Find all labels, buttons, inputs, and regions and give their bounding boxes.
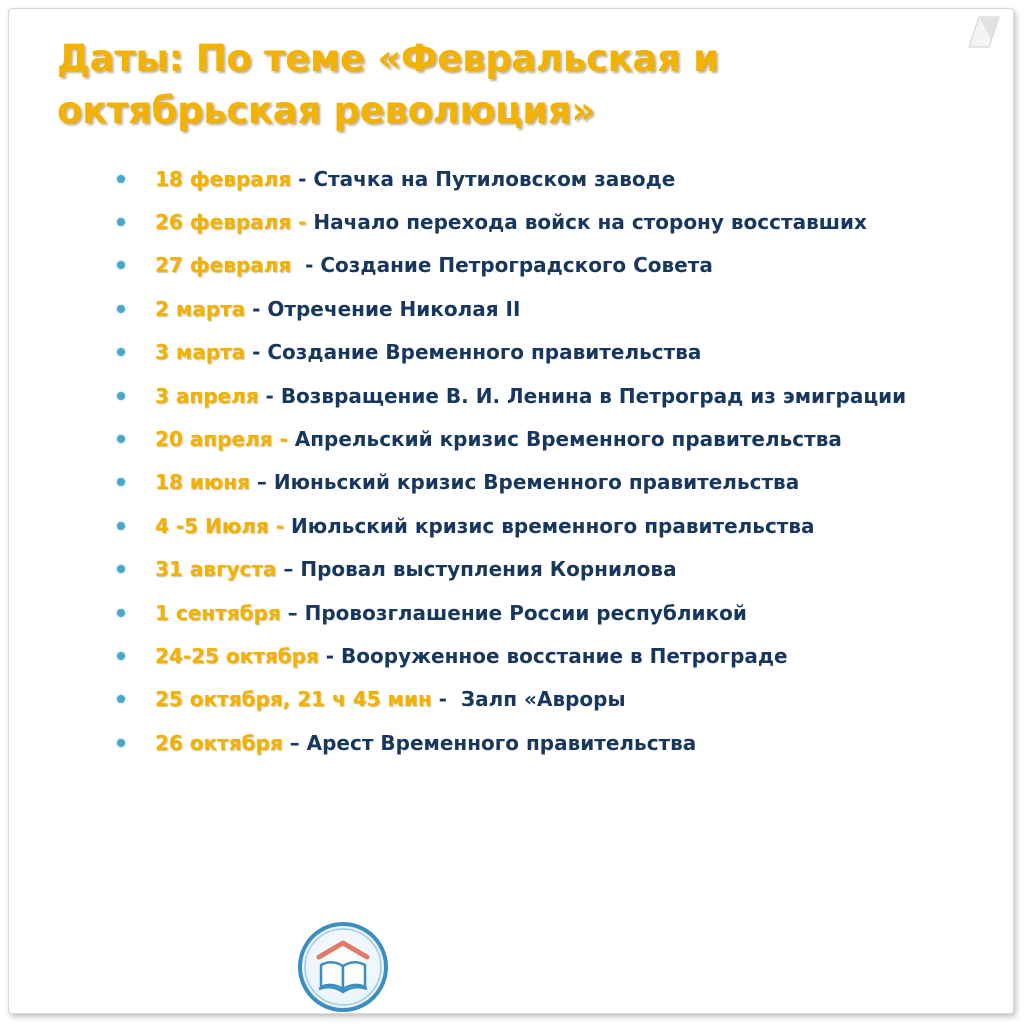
- item-date: 24-25 октября: [155, 643, 319, 668]
- item-description: Провозглашение России республикой: [304, 600, 747, 625]
- bullet-dot-icon: [117, 695, 125, 703]
- item-separator: -: [258, 383, 281, 408]
- list-item: [117, 548, 997, 591]
- item-separator: [306, 210, 313, 234]
- item-date: 18 февраля: [155, 166, 292, 191]
- item-separator: –: [282, 730, 307, 755]
- list-item: [117, 244, 997, 287]
- bullet-dot-icon: [117, 261, 125, 269]
- item-description: Создание Петроградского Совета: [320, 253, 713, 278]
- item-separator: -: [291, 253, 321, 278]
- item-separator: –: [276, 557, 301, 582]
- item-date: 26 февраля -: [155, 210, 307, 235]
- slide-frame: [8, 8, 1014, 1014]
- item-date: 4 -5 Июля -: [155, 513, 284, 538]
- item-date: 27 февраля: [155, 253, 292, 278]
- slide-title: Даты: По теме «Февральская и октябрьская революция»: [57, 37, 719, 132]
- item-description: Вооруженное восстание в Петрограде: [341, 643, 788, 668]
- item-separator: [284, 514, 291, 538]
- item-separator: -: [291, 166, 314, 191]
- item-description: Июньский кризис Временного правительства: [273, 470, 800, 495]
- list-item: [117, 591, 997, 634]
- list-item: [117, 374, 997, 417]
- bullet-dot-icon: [117, 175, 125, 183]
- item-separator: -: [431, 687, 461, 712]
- bullet-dot-icon: [117, 652, 125, 660]
- list-item: [117, 634, 997, 677]
- list-item: [117, 287, 997, 330]
- bullet-dot-icon: [117, 478, 125, 486]
- item-description: Залп «Авроры: [460, 687, 626, 712]
- dates-list: [117, 157, 997, 764]
- list-item: [117, 678, 997, 721]
- item-date: 20 апреля -: [155, 427, 288, 452]
- bullet-dot-icon: [117, 218, 125, 226]
- book-house-logo-icon: [297, 921, 389, 1013]
- list-item: [117, 721, 997, 764]
- item-date: 1 сентября: [155, 600, 281, 625]
- list-item: [117, 417, 997, 460]
- bullet-dot-icon: [117, 739, 125, 747]
- item-date: 25 октября, 21 ч 45 мин: [155, 687, 432, 712]
- item-description: Возвращение В. И. Ленина в Петроград из эмиграции: [280, 383, 907, 408]
- item-separator: [288, 427, 295, 451]
- item-date: 2 марта: [155, 296, 246, 321]
- item-separator: –: [280, 600, 305, 625]
- bullet-dot-icon: [117, 305, 125, 313]
- item-separator: -: [245, 296, 268, 321]
- bullet-dot-icon: [117, 522, 125, 530]
- item-date: 18 июня: [155, 470, 250, 495]
- bullet-dot-icon: [117, 392, 125, 400]
- list-item: [117, 461, 997, 504]
- item-description: Начало перехода войск на сторону восставших: [313, 210, 867, 235]
- item-date: 26 октября: [155, 730, 283, 755]
- item-description: Июльский кризис временного правительства: [290, 513, 815, 538]
- item-description: Создание Временного правительства: [267, 340, 702, 365]
- item-description: Апрельский кризис Временного правительства: [294, 427, 842, 452]
- item-description: Провал выступления Корнилова: [300, 557, 677, 582]
- list-item: [117, 157, 997, 200]
- list-item: [117, 504, 997, 547]
- item-description: Арест Временного правительства: [306, 730, 697, 755]
- bullet-dot-icon: [117, 565, 125, 573]
- bullet-dot-icon: [117, 435, 125, 443]
- item-date: 3 марта: [155, 340, 246, 365]
- item-description: Стачка на Путиловском заводе: [313, 166, 676, 191]
- list-item: [117, 331, 997, 374]
- item-separator: -: [245, 340, 268, 365]
- bullet-dot-icon: [117, 609, 125, 617]
- item-description: Отречение Николая II: [267, 296, 521, 321]
- item-date: 31 августа: [155, 557, 277, 582]
- item-separator: -: [318, 643, 342, 668]
- item-separator: –: [249, 470, 274, 495]
- bullet-dot-icon: [117, 348, 125, 356]
- list-item: [117, 200, 997, 243]
- item-date: 3 апреля: [155, 383, 259, 408]
